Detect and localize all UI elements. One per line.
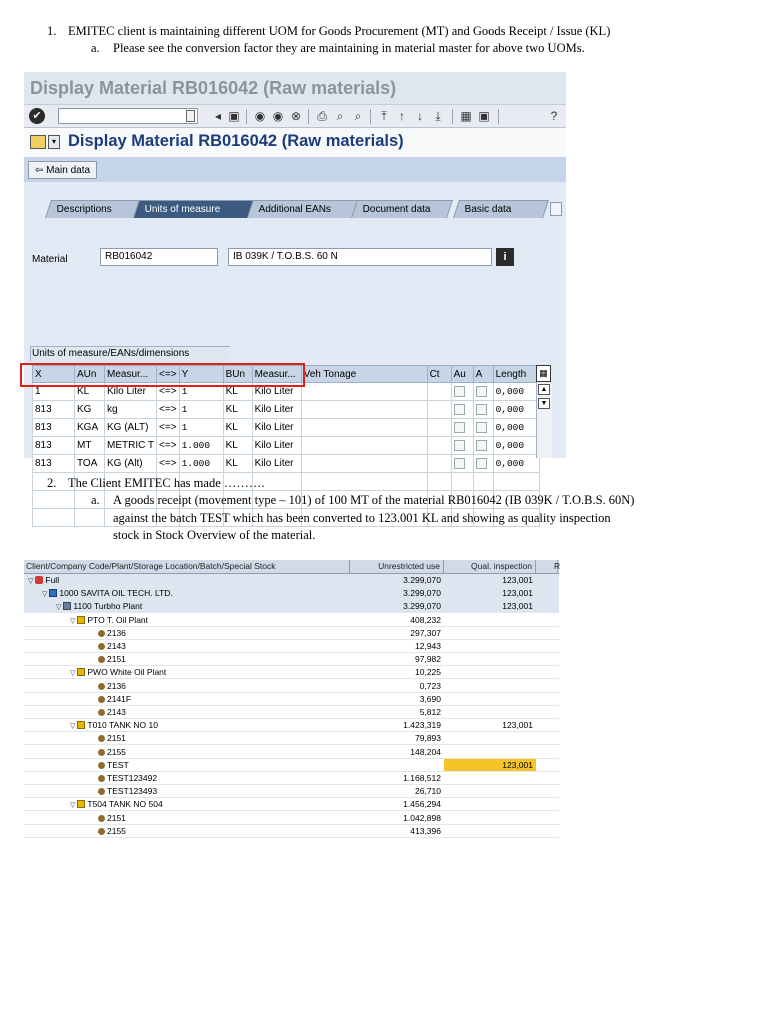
window-title: Display Material RB016042 (Raw materials) <box>24 72 566 104</box>
stock-row[interactable] <box>24 666 559 679</box>
uom-row[interactable] <box>33 401 540 419</box>
unrestricted-value: 3,690 <box>419 693 441 704</box>
checkbox[interactable] <box>476 386 487 397</box>
stock-row[interactable] <box>24 600 559 613</box>
application-toolbar <box>24 158 566 182</box>
empty-cell[interactable] <box>427 473 451 491</box>
stock-row[interactable] <box>24 785 559 798</box>
uom-row[interactable] <box>33 455 540 473</box>
unrestricted-value: 3.299,070 <box>403 588 441 599</box>
unrestricted-value: 26,710 <box>415 786 441 797</box>
expand-icon[interactable]: ▽ <box>28 578 34 585</box>
stock-node[interactable] <box>98 759 129 772</box>
cell-x[interactable]: 813 <box>33 419 75 437</box>
tab-descriptions[interactable]: Descriptions <box>45 200 145 218</box>
stock-node[interactable] <box>70 666 166 680</box>
checkbox[interactable] <box>454 422 465 433</box>
stock-node-label: 2155 <box>107 746 126 757</box>
cell-bun[interactable]: KL <box>223 437 252 455</box>
col-base-measure[interactable]: Measur... <box>252 366 301 383</box>
stock-node-label: 2136 <box>107 627 126 638</box>
empty-cell[interactable] <box>33 509 75 527</box>
stock-node-label: 2143 <box>107 707 126 717</box>
shortcut-icon[interactable]: ▣ <box>478 109 490 123</box>
stock-node[interactable] <box>98 693 131 706</box>
stock-node[interactable] <box>70 719 158 733</box>
quality-inspection-value: 123,001 <box>502 720 533 731</box>
cell-length[interactable]: 0,000 <box>493 383 539 401</box>
cell-a[interactable] <box>473 455 493 473</box>
stock-node-label: TEST <box>107 759 129 770</box>
tab-list-icon[interactable] <box>550 202 562 216</box>
print-icon[interactable]: ⎙ <box>317 109 327 123</box>
cell-x[interactable]: 813 <box>33 437 75 455</box>
uom-row[interactable] <box>33 437 540 455</box>
cell-ct[interactable] <box>427 437 451 455</box>
col-length[interactable]: Length <box>493 366 539 383</box>
stock-node[interactable] <box>42 587 173 601</box>
scroll-up-icon[interactable]: ▲ <box>538 384 550 395</box>
cell-x[interactable]: 813 <box>33 455 75 473</box>
uom-row[interactable] <box>33 383 540 401</box>
cell-a[interactable] <box>473 401 493 419</box>
cell-au[interactable] <box>451 455 473 473</box>
screen-title: Display Material RB016042 (Raw materials) <box>68 132 404 150</box>
stock-row[interactable] <box>24 798 559 811</box>
unrestricted-value: 10,225 <box>415 667 441 678</box>
stock-node[interactable] <box>56 600 142 614</box>
cell-arrow[interactable]: <=> <box>157 401 180 419</box>
batch-icon <box>98 683 105 690</box>
stock-row[interactable] <box>24 693 559 706</box>
stock-node-label: 1100 Turbho Plant <box>73 601 143 612</box>
unrestricted-value: 0,723 <box>419 680 441 691</box>
stock-row[interactable] <box>24 627 559 640</box>
quality-inspection-value: 123,001 <box>502 759 533 770</box>
find-icon[interactable]: ⌕ <box>336 109 344 123</box>
para2-text: The Client EMITEC has made ………. <box>68 476 265 490</box>
checkbox[interactable] <box>476 422 487 433</box>
batch-icon <box>98 630 105 637</box>
unrestricted-value: 408,232 <box>410 614 441 625</box>
screen-header <box>24 128 566 158</box>
stock-node-label: TEST123493 <box>107 786 158 797</box>
first-page-icon[interactable]: ⤒ <box>381 109 387 123</box>
para2a-line1: A goods receipt (movement type – 101) of 100 MT of the material RB016042 (IB 039K / T.O.B.S. 60N) <box>113 493 635 507</box>
stock-row[interactable] <box>24 574 559 587</box>
tab-document-data[interactable]: Document data <box>351 200 453 218</box>
co-icon <box>49 589 57 597</box>
stock-node[interactable] <box>98 680 126 693</box>
stock-overview-screenshot <box>24 560 559 836</box>
cell-bun[interactable]: KL <box>223 383 252 401</box>
back-arrow-icon[interactable]: ◂ <box>214 109 222 123</box>
cell-measure[interactable]: KG (ALT) <box>105 419 157 437</box>
stock-node[interactable] <box>98 732 126 745</box>
unrestricted-value: 413,396 <box>410 825 441 836</box>
stock-row[interactable] <box>24 614 559 627</box>
cell-base-measure[interactable]: Kilo Liter <box>252 419 301 437</box>
unrestricted-value: 1.168,512 <box>403 773 441 783</box>
unrestricted-value: 3.299,070 <box>403 575 441 585</box>
next-page-icon[interactable]: ↓ <box>417 109 423 123</box>
stock-node-label: 2141F <box>107 693 132 704</box>
stock-row[interactable] <box>24 719 559 732</box>
cell-base-measure[interactable]: Kilo Liter <box>252 383 301 401</box>
last-page-icon[interactable]: ⤓ <box>435 109 441 123</box>
cell-measure[interactable]: Kilo Liter <box>105 383 157 401</box>
stock-node[interactable] <box>98 812 126 825</box>
find-next-icon[interactable]: ⌕ <box>354 109 362 123</box>
cell-veh[interactable] <box>301 401 427 419</box>
expand-icon[interactable]: ▽ <box>70 670 76 678</box>
cell-au[interactable] <box>451 401 473 419</box>
uom-section-title: Units of measure/EANs/dimensions <box>32 348 190 359</box>
unrestricted-value: 79,893 <box>415 733 441 744</box>
para1a-text: Please see the conversion factor they are maintaining in material master for above two UOMs. <box>113 41 585 55</box>
previous-page-icon[interactable]: ↑ <box>399 109 405 123</box>
stock-node[interactable] <box>98 706 126 719</box>
cell-measure[interactable]: KG (Alt) <box>105 455 157 473</box>
cell-base-measure[interactable]: Kilo Liter <box>252 455 301 473</box>
col-veh-tonage[interactable]: Veh Tonage <box>301 366 427 383</box>
para1a-number: a. <box>91 41 100 55</box>
batch-icon <box>98 815 105 822</box>
batch-icon <box>98 656 105 663</box>
empty-cell[interactable] <box>33 491 75 509</box>
material-description-field: IB 039K / T.O.B.S. 60 N <box>228 248 492 266</box>
stock-node-label: 1000 SAVITA OIL TECH. LTD. <box>59 588 173 599</box>
command-field[interactable] <box>58 108 198 124</box>
cell-measure[interactable]: METRIC T <box>105 437 157 455</box>
col-reserved[interactable]: R <box>538 560 558 573</box>
cell-veh[interactable] <box>301 455 427 473</box>
cell-arrow[interactable]: <=> <box>157 455 180 473</box>
cell-arrow[interactable]: <=> <box>157 383 180 401</box>
para2a-line2: against the batch TEST which has been converted to 123.001 KL and showing as quality inspection <box>113 511 611 525</box>
empty-cell[interactable] <box>493 473 539 491</box>
cell-ct[interactable] <box>427 455 451 473</box>
help-icon[interactable]: ? <box>550 109 558 123</box>
batch-icon <box>98 643 105 650</box>
tabstrip <box>24 200 566 218</box>
expand-icon[interactable]: ▽ <box>56 604 62 612</box>
material-icon <box>30 135 46 149</box>
cell-a[interactable] <box>473 419 493 437</box>
stock-node[interactable] <box>98 746 126 759</box>
material-label: Material <box>32 254 68 265</box>
stock-node[interactable] <box>70 798 163 812</box>
loc-icon <box>77 721 85 729</box>
unrestricted-value: 148,204 <box>410 746 441 757</box>
cell-aun[interactable]: KG <box>75 401 105 419</box>
expand-icon[interactable]: ▽ <box>70 802 76 810</box>
cell-veh[interactable] <box>301 383 427 401</box>
cell-veh[interactable] <box>301 419 427 437</box>
unrestricted-value: 1.456,294 <box>403 799 441 810</box>
col-quality-inspection[interactable]: Qual. inspection <box>444 560 536 573</box>
cell-y[interactable]: 1 <box>179 401 223 419</box>
expand-icon[interactable]: ▽ <box>70 723 76 731</box>
exit-icon[interactable]: ◉ <box>272 109 284 123</box>
quality-inspection-value: 123,001 <box>502 588 533 599</box>
empty-cell[interactable] <box>75 491 105 509</box>
unrestricted-value: 1.423,319 <box>403 720 441 731</box>
tab-basic-data[interactable]: Basic data <box>453 200 549 218</box>
batch-icon <box>98 775 105 782</box>
col-ct[interactable]: Ct <box>427 366 451 383</box>
cell-length[interactable]: 0,000 <box>493 437 539 455</box>
cell-au[interactable] <box>451 437 473 455</box>
expand-icon[interactable]: ▽ <box>42 591 48 599</box>
checkbox[interactable] <box>476 458 487 469</box>
cell-bun[interactable]: KL <box>223 401 252 419</box>
stock-row[interactable] <box>24 746 559 759</box>
para2-number: 2. <box>47 476 57 490</box>
stock-row[interactable] <box>24 812 559 825</box>
unrestricted-value: 297,307 <box>410 627 441 638</box>
batch-icon <box>98 762 105 769</box>
cell-x[interactable]: 813 <box>33 401 75 419</box>
cell-bun[interactable]: KL <box>223 455 252 473</box>
stock-node[interactable] <box>70 614 148 628</box>
cell-aun[interactable]: KGA <box>75 419 105 437</box>
expand-icon[interactable]: ▽ <box>70 617 76 625</box>
cell-y[interactable]: 1.000 <box>179 455 223 473</box>
dropdown-icon[interactable]: ▾ <box>48 135 60 149</box>
stock-node-label: 2151 <box>107 654 126 665</box>
stock-node[interactable] <box>98 627 126 640</box>
checkbox[interactable] <box>476 440 487 451</box>
cell-veh[interactable] <box>301 437 427 455</box>
checkbox[interactable] <box>454 386 465 397</box>
stock-node-label: TEST123492 <box>107 773 158 783</box>
checkbox[interactable] <box>476 404 487 415</box>
stock-node[interactable] <box>98 825 126 838</box>
cell-arrow[interactable]: <=> <box>157 437 180 455</box>
loc-icon <box>77 616 85 624</box>
stock-node-label: Full <box>45 575 60 585</box>
stock-node[interactable] <box>98 653 126 666</box>
col-au[interactable]: Au <box>451 366 473 383</box>
material-detail-area <box>24 182 566 469</box>
batch-icon <box>98 828 105 835</box>
cell-ct[interactable] <box>427 401 451 419</box>
loc-icon <box>77 800 85 808</box>
cell-a[interactable] <box>473 437 493 455</box>
stock-node[interactable] <box>28 574 59 588</box>
stock-header <box>24 560 559 574</box>
save-icon[interactable]: ▣ <box>228 109 240 123</box>
stock-node-label: T504 TANK NO 504 <box>87 799 163 810</box>
empty-cell[interactable] <box>451 473 473 491</box>
col-arrow[interactable]: <=> <box>157 366 180 383</box>
checkbox[interactable] <box>454 404 465 415</box>
stock-node-label: PTO T. Oil Plant <box>87 614 149 625</box>
plant-icon <box>63 602 71 610</box>
stock-row[interactable] <box>24 653 559 666</box>
cell-x[interactable]: 1 <box>33 383 75 401</box>
col-aun[interactable]: AUn <box>75 366 105 383</box>
unrestricted-value: 5,812 <box>419 707 441 717</box>
stock-node-label: 2151 <box>107 812 126 823</box>
stock-node-label: 2143 <box>107 641 126 651</box>
stock-row[interactable] <box>24 772 559 785</box>
cell-au[interactable] <box>451 419 473 437</box>
cell-length[interactable]: 0,000 <box>493 419 539 437</box>
cell-y[interactable]: 1 <box>179 419 223 437</box>
main-data-button[interactable]: ⇦ Main data <box>28 161 97 179</box>
stock-node-label: PWO White Oil Plant <box>87 667 167 678</box>
back-icon[interactable]: ◉ <box>254 109 266 123</box>
scroll-down-icon[interactable]: ▼ <box>538 398 550 409</box>
batch-icon <box>98 735 105 742</box>
cell-ct[interactable] <box>427 419 451 437</box>
stock-row[interactable] <box>24 587 559 600</box>
unrestricted-value: 1.042,898 <box>403 812 441 823</box>
empty-cell[interactable] <box>473 473 493 491</box>
info-icon[interactable]: i <box>496 248 514 266</box>
cell-bun[interactable]: KL <box>223 419 252 437</box>
cell-y[interactable]: 1.000 <box>179 437 223 455</box>
create-session-icon[interactable]: ▦ <box>460 109 472 123</box>
cell-base-measure[interactable]: Kilo Liter <box>252 401 301 419</box>
quality-inspection-value: 123,001 <box>502 601 533 612</box>
col-unrestricted[interactable]: Unrestricted use <box>350 560 444 573</box>
para1-text: EMITEC client is maintaining different UOM for Goods Procurement (MT) and Goods Receipt / Issue (KL) <box>68 24 611 38</box>
checkbox[interactable] <box>454 440 465 451</box>
quality-inspection-value: 123,001 <box>502 575 533 585</box>
unrestricted-value: 97,982 <box>415 654 441 665</box>
stock-row[interactable] <box>24 759 559 772</box>
col-hierarchy[interactable]: Client/Company Code/Plant/Storage Location/Batch/Special Stock <box>24 560 350 573</box>
cell-measure[interactable]: kg <box>105 401 157 419</box>
col-y[interactable]: Y <box>179 366 223 383</box>
col-bun[interactable]: BUn <box>223 366 252 383</box>
vertical-scrollbar[interactable] <box>536 382 552 458</box>
stock-node-label: 2136 <box>107 680 126 691</box>
empty-cell[interactable] <box>301 473 427 491</box>
cell-a[interactable] <box>473 383 493 401</box>
tab-units-of-measure[interactable]: Units of measure <box>133 200 259 218</box>
loc-icon <box>77 668 85 676</box>
col-measure[interactable]: Measur... <box>105 366 157 383</box>
tab-additional-eans[interactable]: Additional EANs <box>247 200 365 218</box>
material-number-field: RB016042 <box>100 248 218 266</box>
cancel-icon[interactable]: ⊗ <box>290 109 302 123</box>
cell-au[interactable] <box>451 383 473 401</box>
para2a-line3: stock in Stock Overview of the material. <box>113 528 316 542</box>
cell-aun[interactable]: MT <box>75 437 105 455</box>
cell-aun[interactable]: TOA <box>75 455 105 473</box>
batch-icon <box>98 709 105 716</box>
command-history-icon[interactable] <box>186 110 195 122</box>
unrestricted-value: 3.299,070 <box>403 601 441 612</box>
para1-number: 1. <box>47 24 57 38</box>
enter-icon[interactable]: ✔ <box>29 108 45 124</box>
table-settings-icon[interactable]: ▦ <box>536 365 551 382</box>
stock-row[interactable] <box>24 706 559 719</box>
stock-node-label: 2155 <box>107 825 126 836</box>
batch-icon <box>98 788 105 795</box>
cell-length[interactable]: 0,000 <box>493 455 539 473</box>
cell-base-measure[interactable]: Kilo Liter <box>252 437 301 455</box>
uom-row[interactable] <box>33 419 540 437</box>
stock-node[interactable] <box>98 785 157 798</box>
empty-cell[interactable] <box>75 509 105 527</box>
checkbox[interactable] <box>454 458 465 469</box>
cell-length[interactable]: 0,000 <box>493 401 539 419</box>
full-icon <box>35 576 43 584</box>
stock-row[interactable] <box>24 732 559 745</box>
stock-node-label: T010 TANK NO 10 <box>87 720 158 731</box>
material-master-screenshot <box>24 72 566 469</box>
unrestricted-value: 12,943 <box>415 641 441 651</box>
stock-row[interactable] <box>24 825 559 838</box>
col-a[interactable]: A <box>473 366 493 383</box>
para2a-number: a. <box>91 493 100 507</box>
cell-ct[interactable] <box>427 383 451 401</box>
cell-arrow[interactable]: <=> <box>157 419 180 437</box>
batch-icon <box>98 749 105 756</box>
col-x[interactable]: X <box>33 366 75 383</box>
stock-row[interactable] <box>24 640 559 653</box>
batch-icon <box>98 696 105 703</box>
cell-aun[interactable]: KL <box>75 383 105 401</box>
stock-row[interactable] <box>24 680 559 693</box>
standard-toolbar <box>24 104 566 128</box>
stock-node[interactable] <box>98 772 157 785</box>
stock-node[interactable] <box>98 640 126 653</box>
cell-y[interactable]: 1 <box>179 383 223 401</box>
stock-node-label: 2151 <box>107 733 126 744</box>
